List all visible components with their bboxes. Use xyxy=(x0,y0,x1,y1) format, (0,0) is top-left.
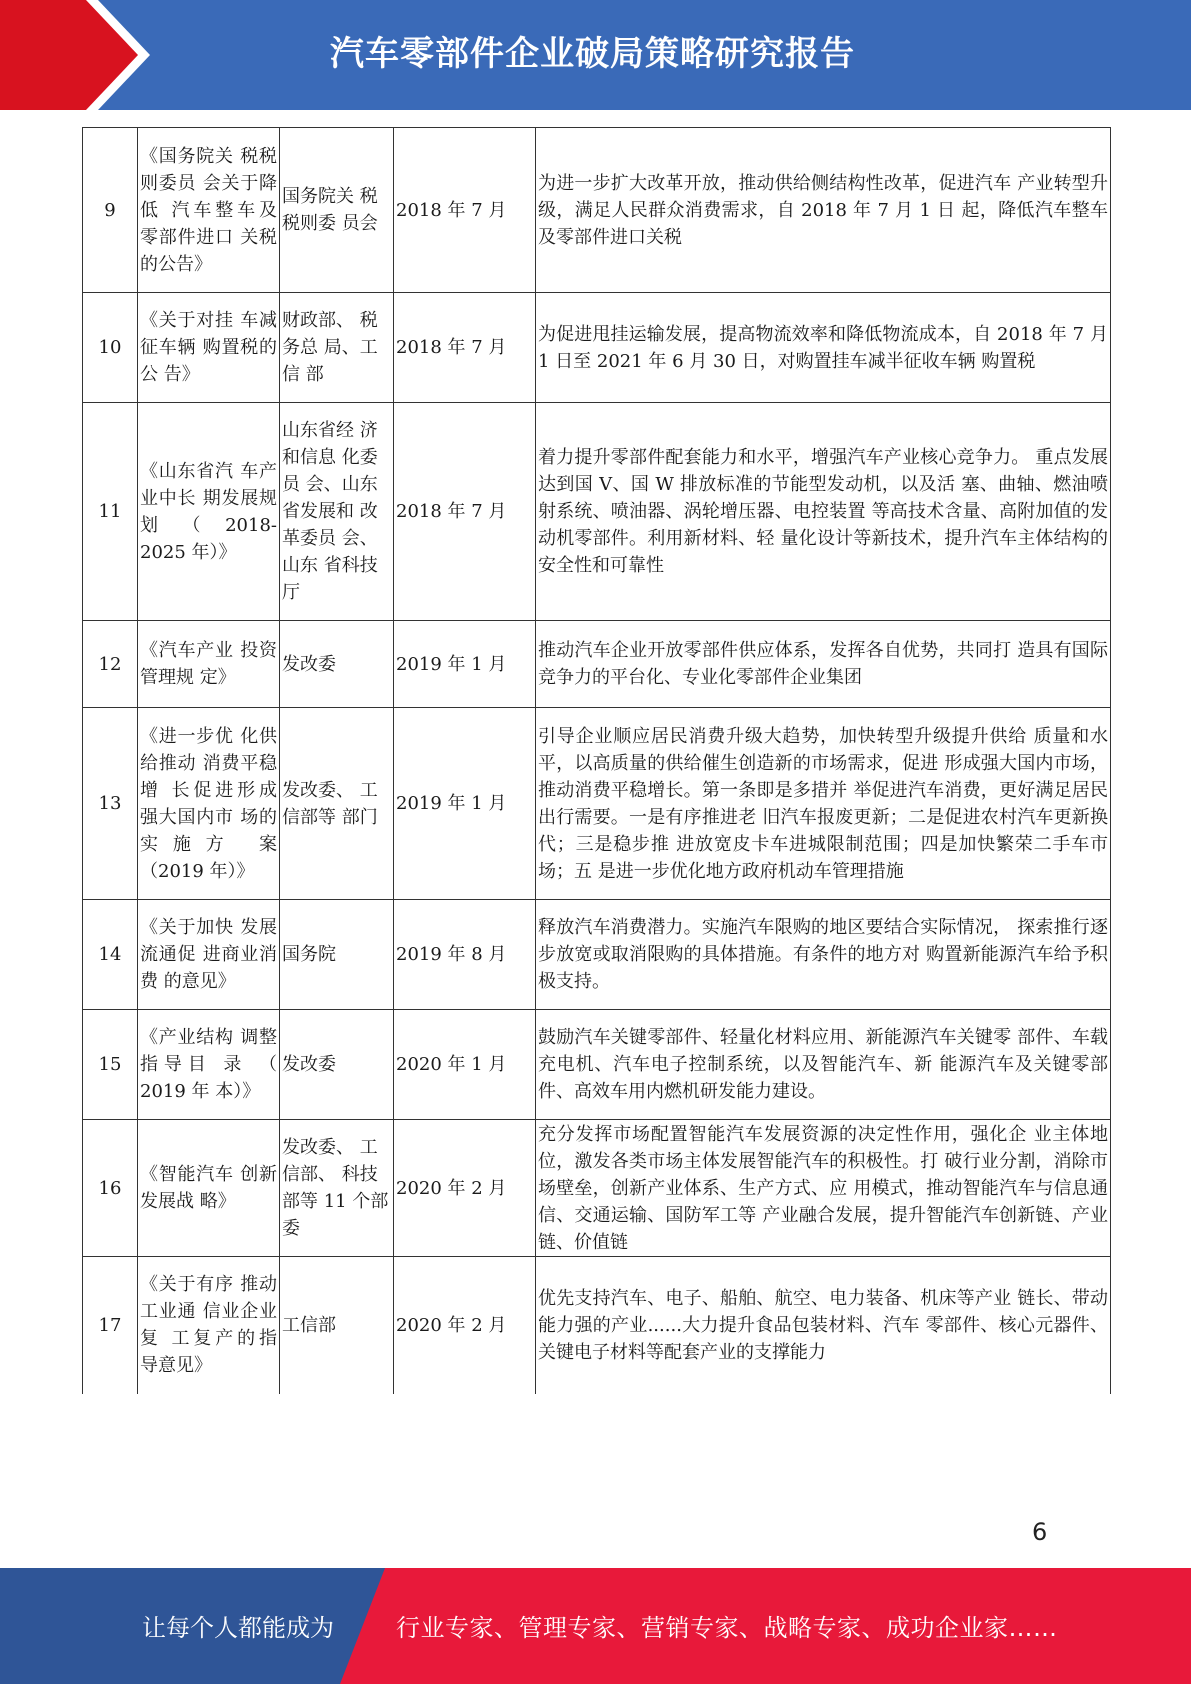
issue-date: 2018 年 7 月 xyxy=(394,403,536,621)
policy-title: 《智能汽车 创新发展战 略》 xyxy=(138,1120,280,1257)
policy-content: 优先支持汽车、电子、船舶、航空、电力装备、机床等产业 链长、带动能力强的产业......大力提升食品包装材料、汽车 零部件、核心元器件、关键电子材料等配套产业的支撑能力 xyxy=(536,1257,1111,1394)
table-row xyxy=(83,403,1111,621)
row-number: 15 xyxy=(83,1010,138,1120)
issue-date: 2018 年 7 月 xyxy=(394,293,536,403)
policy-title: 《关于对挂 车减征车辆 购置税的公 告》 xyxy=(138,293,280,403)
policy-title: 《产业结构 调整指导目 录 （ 2019 年 本）》 xyxy=(138,1010,280,1120)
issue-date: 2019 年 1 月 xyxy=(394,708,536,900)
policy-content: 推动汽车企业开放零部件供应体系，发挥各自优势，共同打 造具有国际竞争力的平台化、专业化零部件企业集团 xyxy=(536,621,1111,708)
issuing-department: 发改委、 工信部、 科技部等 11 个部委 xyxy=(280,1120,394,1257)
row-number: 12 xyxy=(83,621,138,708)
policy-content: 为进一步扩大改革开放，推动供给侧结构性改革，促进汽车 产业转型升级，满足人民群众消费需求，自 2018 年 7 月 1 日 起，降低汽车整车及零部件进口关税 xyxy=(536,128,1111,293)
table-row xyxy=(83,1010,1111,1120)
policy-title: 《进一步优 化供给推动 消费平稳增 长促进形成 强大国内市 场的实施方 案（2019 年）》 xyxy=(138,708,280,900)
issue-date: 2019 年 1 月 xyxy=(394,621,536,708)
policy-title: 《汽车产业 投资管理规 定》 xyxy=(138,621,280,708)
issuing-department: 工信部 xyxy=(280,1257,394,1394)
issue-date: 2019 年 8 月 xyxy=(394,900,536,1010)
table-row xyxy=(83,1257,1111,1394)
row-number: 10 xyxy=(83,293,138,403)
report-title: 汽车零部件企业破局策略研究报告 xyxy=(330,34,855,74)
policy-content: 着力提升零部件配套能力和水平，增强汽车产业核心竞争力。 重点发展达到国 V、国 W 排放标准的节能型发动机，以及活 塞、曲轴、燃油喷射系统、喷油器、涡轮增压器、电控装置 等高技术含量、高附加值的发动机零部件。利用新材料、轻 量化设计等新技术，提升汽车主体结构的安全性和可靠性 xyxy=(536,403,1111,621)
table-row xyxy=(83,900,1111,1010)
table-row xyxy=(83,293,1111,403)
issuing-department: 财政部、 税务总 局、工信 部 xyxy=(280,293,394,403)
header-red-arrow-shape xyxy=(0,0,150,110)
row-number: 14 xyxy=(83,900,138,1010)
issuing-department: 国务院关 税税则委 员会 xyxy=(280,128,394,293)
table-row xyxy=(83,128,1111,293)
page-number: 6 xyxy=(1032,1518,1048,1546)
issuing-department: 国务院 xyxy=(280,900,394,1010)
policy-content: 为促进甩挂运输发展，提高物流效率和降低物流成本，自 2018 年 7 月 1 日至 2021 年 6 月 30 日，对购置挂车减半征收车辆 购置税 xyxy=(536,293,1111,403)
table-row xyxy=(83,621,1111,708)
policy-title: 《国务院关 税税则委员 会关于降低 汽车整车及 零部件进口 关税的公告》 xyxy=(138,128,280,293)
footer-slogan-roles: 行业专家、管理专家、营销专家、战略专家、成功企业家…… xyxy=(396,1614,1058,1642)
issuing-department: 山东省经 济和信息 化委员 会、山东省发展和 改革委员 会、山东 省科技厅 xyxy=(280,403,394,621)
issuing-department: 发改委 xyxy=(280,1010,394,1120)
issue-date: 2020 年 2 月 xyxy=(394,1257,536,1394)
policy-content: 充分发挥市场配置智能汽车发展资源的决定性作用，强化企 业主体地位，激发各类市场主体发展智能汽车的积极性。打 破行业分割，消除市场壁垒，创新产业体系、生产方式、应 用模式，推动智能汽车与信息通信、交通运输、国防军工等 产业融合发展，提升智能汽车创新链、产业链、价值链 xyxy=(536,1120,1111,1257)
issuing-department: 发改委、 工信部等 部门 xyxy=(280,708,394,900)
row-number: 13 xyxy=(83,708,138,900)
policy-title: 《关于加快 发展流通促 进商业消费 的意见》 xyxy=(138,900,280,1010)
issue-date: 2018 年 7 月 xyxy=(394,128,536,293)
issue-date: 2020 年 2 月 xyxy=(394,1120,536,1257)
policy-title: 《关于有序 推动工业通 信业企业复 工复产的指 导意见》 xyxy=(138,1257,280,1394)
page-footer xyxy=(0,1568,1191,1684)
row-number: 17 xyxy=(83,1257,138,1394)
footer-slogan-lead: 让每个人都能成为 xyxy=(142,1614,334,1642)
row-number: 11 xyxy=(83,403,138,621)
policy-table xyxy=(82,127,1111,1394)
policy-content: 引导企业顺应居民消费升级大趋势，加快转型升级提升供给 质量和水平，以高质量的供给催生创造新的市场需求，促进 形成强大国内市场，推动消费平稳增长。第一条即是多措并 举促进汽车消费，更好满足居民出行需要。一是有序推进老 旧汽车报废更新；二是促进农村汽车更新换代；三是稳步推 进放宽皮卡车进城限制范围；四是加快繁荣二手车市场；五 是进一步优化地方政府机动车管理措施 xyxy=(536,708,1111,900)
row-number: 9 xyxy=(83,128,138,293)
page-header xyxy=(0,0,1191,110)
table-row xyxy=(83,708,1111,900)
issue-date: 2020 年 1 月 xyxy=(394,1010,536,1120)
table-row xyxy=(83,1120,1111,1257)
policy-content: 释放汽车消费潜力。实施汽车限购的地区要结合实际情况， 探索推行逐步放宽或取消限购的具体措施。有条件的地方对 购置新能源汽车给予积极支持。 xyxy=(536,900,1111,1010)
issuing-department: 发改委 xyxy=(280,621,394,708)
policy-content: 鼓励汽车关键零部件、轻量化材料应用、新能源汽车关键零 部件、车载充电机、汽车电子控制系统，以及智能汽车、新 能源汽车及关键零部件、高效车用内燃机研发能力建设。 xyxy=(536,1010,1111,1120)
policy-title: 《山东省汽 车产业中长 期发展规划 （ 2018-2025 年）》 xyxy=(138,403,280,621)
row-number: 16 xyxy=(83,1120,138,1257)
